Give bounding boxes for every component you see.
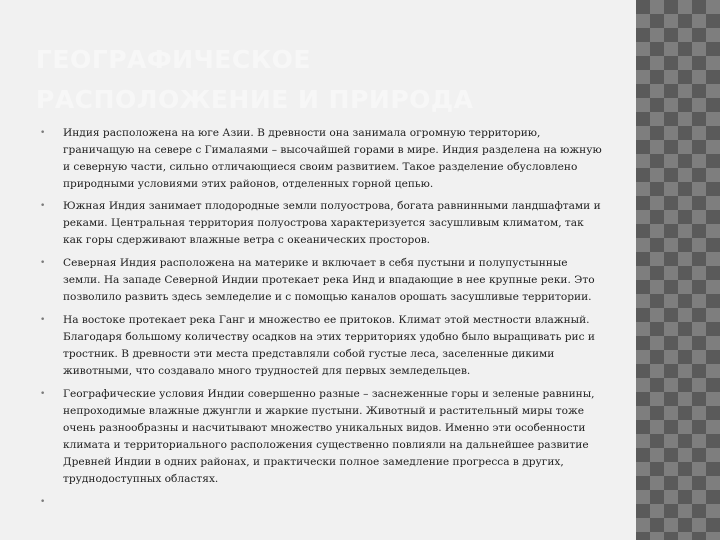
bullet-text: Северная Индия расположена на материке и включает в себя пустыни и полупустынные земли. На западе Северной Индии протекает река Инд и впадающие в нее крупные реки. Это позволило развить здесь земледелие и с помощью каналов орошать засушливые территории. bbox=[63, 257, 595, 303]
decorative-pattern-strip bbox=[636, 0, 720, 540]
bullet-item bbox=[40, 312, 602, 380]
bullet-text: На востоке протекает река Ганг и множество ее притоков. Климат этой местности влажный. Благодаря большому количеству осадков на этих территориях удобно было выращивать рис и тростник. В древности эти места представляли собой густые леса, заселенные дикими животными, что создавало много трудностей для первых земледельцев. bbox=[63, 314, 595, 377]
bullet-text: Индия расположена на юге Азии. В древности она занимала огромную территорию, граничащую на севере с Гималаями – высочайшей горами в мире. Индия разделена на южную и северную части, сильно отличающиеся своим развитием. Такое разделение обусловлено природными условиями этих районов, отделенных горной цепью. bbox=[63, 127, 602, 190]
bullet-item bbox=[40, 125, 602, 193]
bullet-marker-icon: • bbox=[40, 497, 46, 507]
bullet-item bbox=[40, 255, 602, 306]
bullet-item bbox=[40, 386, 602, 488]
bullet-text: Географические условия Индии совершенно разные – заснеженные горы и зеленые равнины, непроходимые влажные джунгли и жаркие пустыни. Животный и растительный миры тоже очень разнообразны и насчитывают множество уникальных видов. Именно эти особенности климата и территориального расположения существенно повлияли на дальнейшее развитие Древней Индии в одних районах, и практически полное замедление прогресса в других, труднодоступных областях. bbox=[63, 388, 595, 485]
bullet-marker-icon: • bbox=[40, 389, 46, 399]
slide-title bbox=[36, 40, 626, 120]
bullet-marker-icon: • bbox=[40, 315, 46, 325]
slide-title-line-2: РАСПОЛОЖЕНИЕ И ПРИРОДА bbox=[36, 85, 474, 114]
bullet-marker-icon: • bbox=[40, 128, 46, 138]
bullet-item bbox=[40, 198, 602, 249]
bullet-text: Южная Индия занимает плодородные земли полуострова, богата равнинными ландшафтами и реками. Центральная территория полуострова характеризуется засушливым климатом, так как горы сдерживают влажные ветра с океанических просторов. bbox=[63, 200, 601, 246]
slide-title-line-1: ГЕОГРАФИЧЕСКОЕ bbox=[36, 45, 311, 74]
bullet-list bbox=[40, 125, 602, 507]
bullet-marker-icon: • bbox=[40, 201, 46, 211]
bullet-marker-icon: • bbox=[40, 258, 46, 268]
